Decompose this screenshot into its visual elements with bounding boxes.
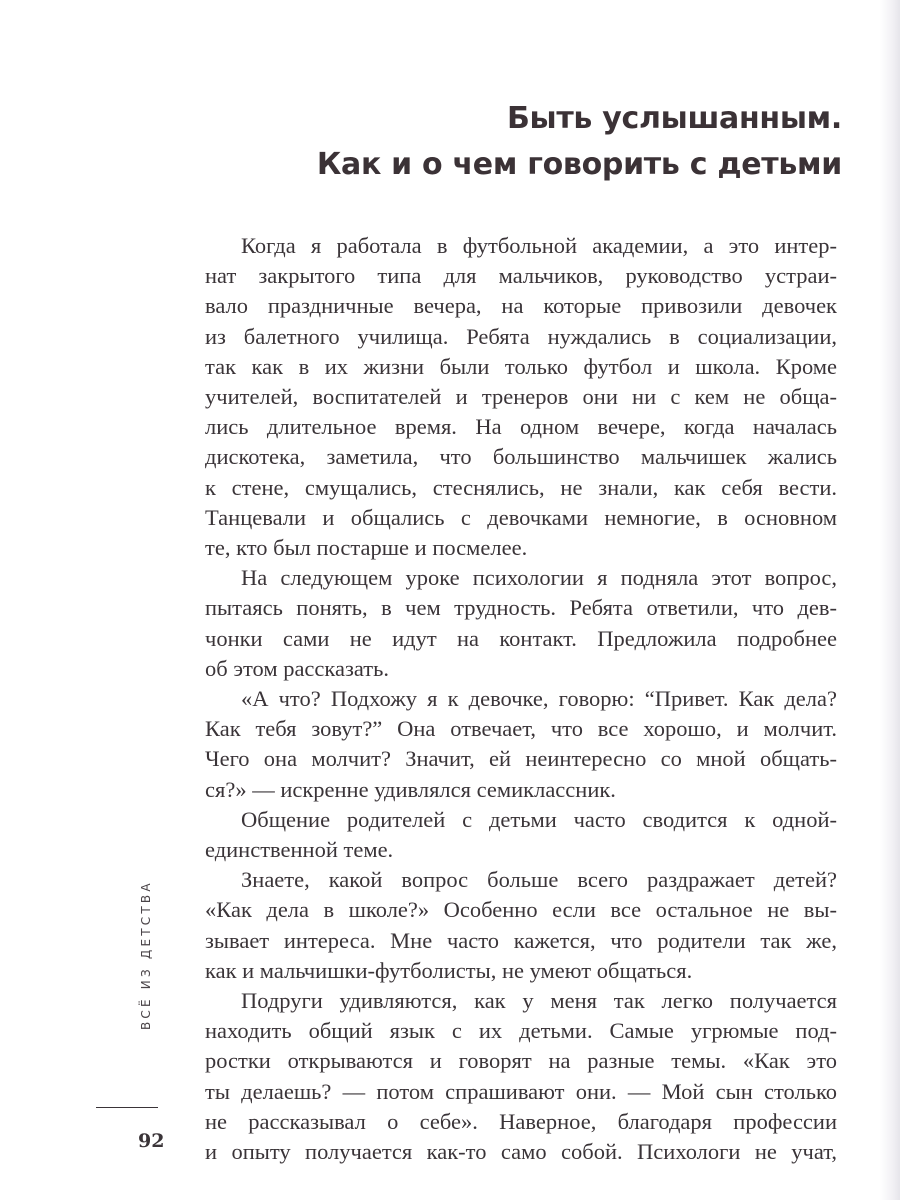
text-line: пытаясь понять, в чем трудность. Ребята ответили, что дев- bbox=[205, 595, 837, 621]
text-line: ростки открываются и говорят на разные темы. «Как это bbox=[205, 1048, 837, 1074]
text-line: Знаете, какой вопрос больше всего раздражает детей? bbox=[241, 867, 837, 893]
text-line: ты делаешь? — потом спрашивают они. — Мой сын столько bbox=[205, 1078, 837, 1104]
text-line: не рассказывал о себе». Наверное, благодаря профессии bbox=[205, 1108, 837, 1134]
text-line: как и мальчишки-футболисты, не умеют общаться. bbox=[205, 957, 693, 983]
chapter-title-line-2: Как и о чем говорить с детьми bbox=[316, 147, 842, 182]
paragraph bbox=[205, 865, 837, 986]
text-line: дискотека, заметила, что большинство мальчишек жались bbox=[205, 444, 837, 470]
page-number: 92 bbox=[138, 1130, 165, 1152]
body-text bbox=[205, 231, 837, 1167]
text-line: чонки сами не идут на контакт. Предложила подробнее bbox=[205, 625, 837, 651]
text-line: находить общий язык с их детьми. Самые угрюмые под- bbox=[205, 1018, 837, 1044]
text-line: об этом рассказать. bbox=[205, 655, 389, 681]
text-line: те, кто был постарше и посмелее. bbox=[205, 535, 528, 561]
paragraph bbox=[205, 684, 837, 805]
paragraph bbox=[205, 563, 837, 684]
text-line: Подруги удивляются, как у меня так легко получается bbox=[241, 988, 837, 1014]
running-head: ВСЁ ИЗ ДЕТСТВА bbox=[139, 880, 153, 1030]
paragraph bbox=[205, 805, 837, 865]
text-line: зывает интереса. Мне часто кажется, что родители так же, bbox=[205, 927, 837, 953]
text-line: Общение родителей с детьми часто сводится к одной- bbox=[241, 806, 837, 832]
text-line: Когда я работала в футбольной академии, а это интер- bbox=[241, 233, 837, 258]
text-line: единственной теме. bbox=[205, 837, 394, 863]
text-line: «Как дела в школе?» Особенно если все остальное не вы- bbox=[205, 897, 837, 923]
paragraph bbox=[205, 231, 837, 563]
text-line: так как в их жизни были только футбол и школа. Кроме bbox=[205, 353, 837, 379]
text-line: «А что? Подхожу я к девочке, говорю: “Привет. Как дела? bbox=[241, 686, 837, 712]
chapter-title bbox=[222, 96, 842, 188]
text-line: из балетного училища. Ребята нуждались в социализации, bbox=[205, 323, 837, 349]
text-line: и опыту получается как-то само собой. Психологи не учат, bbox=[205, 1139, 837, 1165]
text-line: ся?» — искренне удивлялся семиклассник. bbox=[205, 776, 616, 802]
text-line: Как тебя зовут?” Она отвечает, что все хорошо, и молчит. bbox=[205, 716, 837, 742]
text-line: вало праздничные вечера, на которые привозили девочек bbox=[205, 293, 837, 319]
text-line: к стене, смущались, стеснялись, не знали, как себя вести. bbox=[205, 474, 837, 500]
text-line: Танцевали и общались с девочками немногие, в основном bbox=[205, 504, 837, 530]
text-line: лись длительное время. На одном вечере, когда началась bbox=[205, 414, 837, 440]
divider-rule bbox=[96, 1107, 158, 1108]
text-line: Чего она молчит? Значит, ей неинтересно со мной общать- bbox=[205, 746, 837, 772]
text-line: учителей, воспитателей и тренеров они ни с кем не обща- bbox=[205, 384, 837, 410]
chapter-title-line-1: Быть услышанным. bbox=[506, 101, 842, 136]
text-line: На следующем уроке психологии я подняла этот вопрос, bbox=[241, 565, 837, 591]
text-line: нат закрытого типа для мальчиков, руководство устраи- bbox=[205, 263, 837, 289]
paragraph bbox=[205, 986, 837, 1167]
